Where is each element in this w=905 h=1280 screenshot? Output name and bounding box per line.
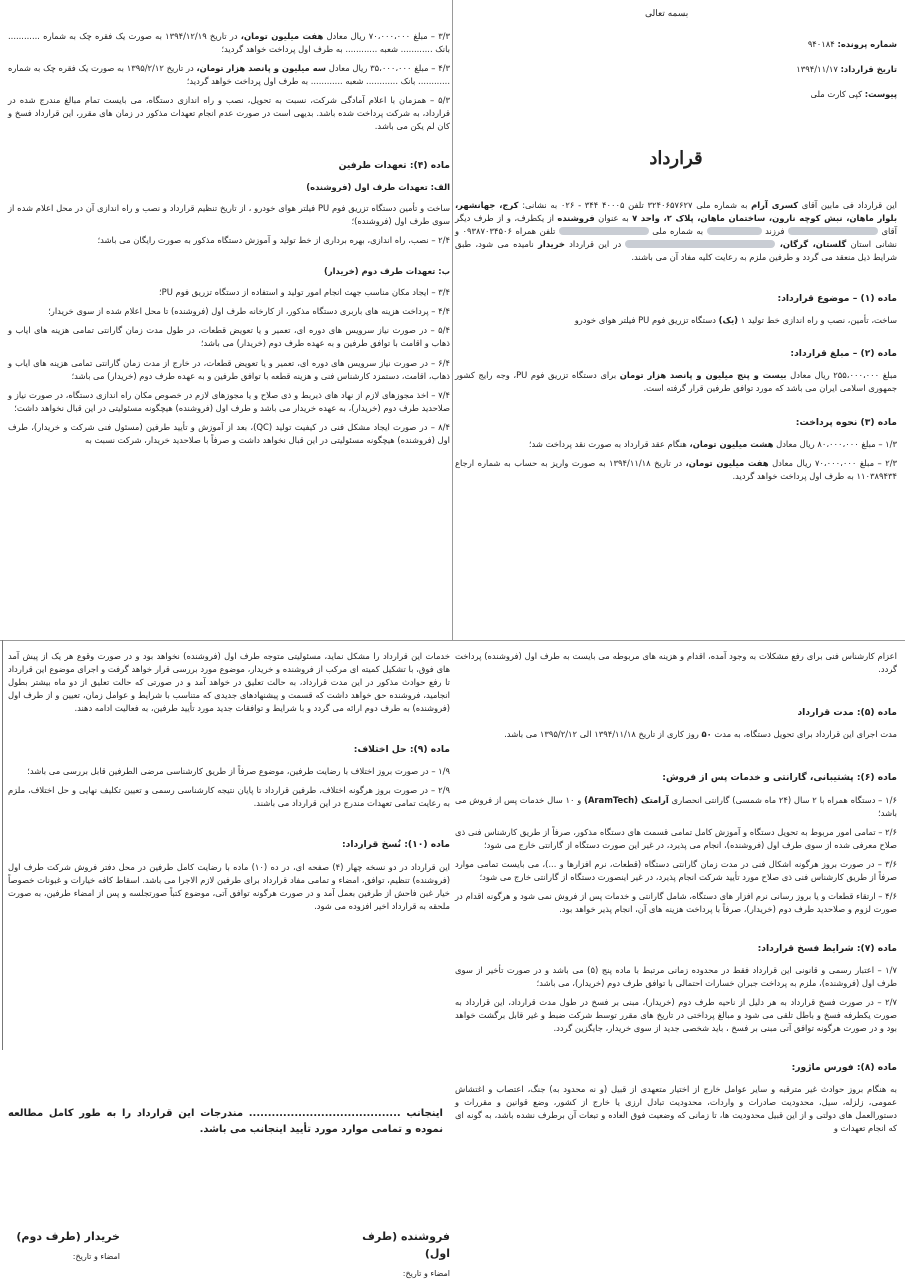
text-bold: بیست و پنج میلیون و پانصد هزار تومان	[619, 370, 787, 381]
text-bold: سه میلیون و پانصد هزار تومان،	[196, 63, 327, 74]
intro-text: این قرارداد فی مابین آقای	[801, 199, 898, 210]
text: ۱/۳ – مبلغ ۸۰،۰۰۰،۰۰۰ ریال معادل	[776, 438, 897, 449]
text: ۳/۳ – مبلغ ۷۰،۰۰۰،۰۰۰ ریال معادل	[326, 31, 451, 41]
attach-label: پیوست:	[864, 88, 897, 99]
redacted-block	[788, 227, 878, 235]
seller-signature-label: فروشنده (طرف اول)	[362, 1230, 450, 1261]
text: روز کاری از تاریخ ۱۳۹۴/۱۱/۱۸ الی ۱۳۹۵/۲/۱۲ می باشد.	[504, 729, 699, 740]
text-bold: آرامتک (AramTech)	[584, 794, 669, 805]
top-right-column	[455, 8, 897, 489]
intro-text: نامیده می شود، طبق شرایط ذیل منعقد می گردد و طرفین ملزم به رعایت کلیه مفاد آن می باشند.	[455, 238, 897, 262]
attach-value: کپی کارت ملی	[810, 88, 863, 99]
seller-signature	[340, 1228, 450, 1280]
buyer-sign-date-label: امضاء و تاریخ:	[72, 1252, 120, 1262]
text-bold: هفت میلیون تومان،	[685, 457, 769, 468]
seller-role: فروشنده	[557, 212, 595, 223]
date-label: تاریخ قرارداد:	[840, 63, 897, 74]
header-meta	[455, 38, 897, 101]
intro-text: فرزند	[765, 225, 785, 236]
buyer-address: گلستان، گرگان،	[779, 238, 847, 249]
file-no: ۹۴۰۱۸۴	[807, 38, 835, 49]
bismillah: بسمه تعالی	[645, 9, 689, 19]
article-6-item-3: ۳/۶ – در صورت بروز هرگونه اشکال فنی در مدت زمان گارانتی دستگاه (قطعات، نرم افزارها و ...)، می بایست تمامی موارد صرفاً از طریق کارشناس فنی ذی صلاح مورد تأیید شرکت انجام پذیرد، در غیر اینصورت دستگاه از گارانتی خارج می شود؛	[455, 858, 897, 882]
article-4-item: ۲/۴ – نصب، راه اندازی، بهره برداری از خط تولید و آموزش دستگاه مذکور به صورت رایگان می باشد؛	[97, 235, 450, 246]
article-8-title: ماده (۸): فورس ماژور:	[791, 1062, 897, 1073]
article-5-text	[455, 728, 897, 741]
article-3-item-1	[455, 438, 897, 451]
article-10-item-1: این قرارداد در دو نسخه چهار (۴) صفحه ای، در ده (۱۰) ماده با رضایت کامل طرفین در محل دفتر فروش شرکت طرف اول (فروشنده) تنظیم، توافق، امضاء و تمامی مفاد قرارداد برای طرفین لازم الاجرا می باشد. اسقاط کافه خیارات و غبونات خصوصاً خیار غبن فاحش از طرفین بعمل آمد و در صورت هرگونه توافق آتی، موضوع کتباً صورتجلسه و پس از امضاء طرفین، به صورت ملحقه به قرارداد اخیر افزوده می شود.	[8, 861, 450, 911]
article-1-text	[455, 314, 897, 327]
top-left-column	[8, 30, 450, 453]
text: ۲/۳ – مبلغ ۷۰،۰۰۰،۰۰۰ ریال معادل	[772, 457, 898, 468]
article-4-item: ۷/۴ – اخذ مجوزهای لازم از نهاد های ذیربط و ذی صلاح و یا مجوزهای لازم در خصوص مکان راه اندازی دستگاه، در صورت نیاز و صلاحدید طرف دوم (خریدار)، به عهده خریدار می باشد و طرف اول (فروشنده) هیچگونه مسئولیتی در این قبال نخواهد داشت؛	[8, 389, 450, 413]
article-4-item: ۴/۴ – پرداخت هزینه های باربری دستگاه مذکور، از کارخانه طرف اول (فروشنده) تا محل اعلام شده از سوی خریدار؛	[48, 306, 450, 317]
contract-date: ۱۳۹۴/۱۱/۱۷	[796, 63, 838, 74]
text: ۱/۶ – دستگاه همراه با ۲ سال (۲۴ ماه شمسی) گارانتی انحصاری	[671, 794, 897, 805]
confirmation-statement: اینجانب ........................................ مندرجات این قرارداد را به طور کامل مطالعه نموده و تمامی موارد مورد تأیید اینجانب می باشد.	[8, 1108, 443, 1135]
article-6-item-4: ۴/۶ – ارتقاء قطعات و یا بروز رسانی نرم افزار های دستگاه، شامل گارانتی و خدمات پس از فروش نمی شود و هرگونه اقدام در صورت لزوم و صلاحدید طرف دوم (خریدار)، صرفاً با پرداخت هزینه های آن، انجام پذیر خواهد بود.	[455, 890, 897, 914]
article-4-item: ۳/۴ – ایجاد مکان مناسب جهت انجام امور تولید و استفاده از دستگاه تزریق فوم PU؛	[158, 287, 450, 298]
seller-sign-date-label: امضاء و تاریخ:	[402, 1269, 450, 1279]
article-6-item-2: ۲/۶ – تمامی امور مربوط به تحویل دستگاه و آموزش کامل تمامی قسمت های دستگاه مذکور، صرفاً از طریق کارشناس فنی ذی صلاح معرفی شده از سوی طرف اول (فروشنده)، انجام می پذیرد، در غیر این صورت دستگاه از گارانتی خارج می شود؛	[455, 826, 897, 850]
file-no-label: شماره پرونده:	[837, 38, 897, 49]
text: در تاریخ ۱۳۹۵/۲/۱۲ به صورت یک فقره چک به شماره ............ بانک ............ شعبه ............ به طرف اول پرداخت خواهد گردید؛	[8, 63, 450, 87]
seller-address: کرج، جهانشهر، بلوار ماهان، نبش کوچه نارون، ساختمان ماهان، پلاک ۲، واحد ۷	[455, 199, 897, 223]
article-4-sub-b: ب: تعهدات طرف دوم (خریدار)	[324, 266, 450, 277]
article-4-item: ۸/۴ – در صورت ایجاد مشکل فنی در کیفیت تولید (QC)، بعد از آموزش و تأیید طرفین (مسئول فنی شرکت و خریدار)، طرف اول (فروشنده) هیچگونه مسئولیتی در این قبال نخواهد داشت و صرفاً با صلاحدید خریدار، شرکت نسبت به	[8, 421, 450, 445]
article-6-item-1	[455, 794, 897, 820]
article-7-title: ماده (۷): شرایط فسخ قرارداد:	[757, 942, 897, 954]
intro-text: از یکطرف، و از طرف دیگر آقای	[455, 212, 897, 236]
article-7-item-1: ۱/۷ – اعتبار رسمی و قانونی این قرارداد فقط در محدوده زمانی مرتبط با ماده پنج (۵) می باشد و در صورت تأخیر از سوی طرف اول (فروشنده)، ملزم به پرداخت جبران خسارات احتمالی با توافق طرف دوم (خریدار)، می باشد؛	[455, 964, 897, 988]
article-3-item-5: ۵/۳ – همزمان با اعلام آمادگی شرکت، نسبت به تحویل، نصب و راه اندازی دستگاه، می بایست تمام مبالغ مندرج شده در قرارداد، به شرکت پرداخت شده باشد. بدیهی است در صورت عدم انجام تعهدات مذکور در زمان های مقرر، این قرارداد فسخ و کان لم یکن می باشد.	[8, 95, 450, 132]
text-bold: ۵۰	[701, 729, 712, 740]
redacted-block	[707, 227, 762, 235]
intro-text: ۰۹۳۸۷۰۳۴۵۰۶ و نشانی استان	[455, 225, 897, 249]
intro-text: تلفن همراه	[515, 225, 556, 236]
article-4-item: ۶/۴ – در صورت نیاز سرویس های دوره ای، تعمیر و یا تعویض قطعات، در خارج از مدت زمان گارانتی تمامی هزینه های ایاب و ذهاب، اقامت، دستمزد کارشناس فنی و هزینه قطعه با توافق طرفین و به عهده طرف دوم (خریدار) می باشد؛	[8, 357, 450, 381]
text-bold: (یک)	[718, 315, 739, 326]
article-4-continued: اعزام کارشناس فنی برای رفع مشکلات به وجود آمده، اقدام و هزینه های مربوطه می بایست به طرف اول (فروشنده) پرداخت گردد.	[455, 651, 897, 675]
buyer-signature	[10, 1228, 120, 1263]
text-bold: هشت میلیون تومان،	[689, 438, 774, 449]
bottom-left-column	[8, 650, 450, 919]
article-2-text	[455, 369, 897, 395]
intro-text: به شماره ملی ۳۲۴۰۶۵۷۶۲۷ تلفن ۴۰۰۰۵ ۳۴۴ - ۰۲۶ به نشانی:	[522, 199, 748, 210]
buyer-signature-label: خریدار (طرف دوم)	[16, 1230, 120, 1243]
article-4-item: ۵/۴ – در صورت نیاز سرویس های دوره ای، تعمیر و یا تعویض قطعات، در طول مدت زمان گارانتی تمامی هزینه های ایاب و ذهاب و اقامت با توافق طرفین و به عهده طرف دوم (خریدار) می باشد؛	[8, 325, 450, 349]
article-5-title: ماده (۵): مدت قرارداد	[797, 707, 897, 719]
bottom-right-column	[455, 650, 897, 1141]
text: در تاریخ ۱۳۹۴/۱۱/۱۸ به صورت واریز به حساب به شماره	[477, 457, 683, 468]
article-9-title: ماده (۹): حل اختلاف:	[353, 744, 450, 756]
article-10-title: ماده (۱۰): نُسخ قرارداد:	[341, 839, 450, 851]
text: هنگام عقد قرارداد به صورت نقد پرداخت شد؛	[528, 438, 687, 449]
intro-paragraph	[455, 199, 897, 264]
text: برای دستگاه تزریق فوم PU، وجه رایج کشور جمهوری اسلامی ایران می باشد که مورد توافق طرفین قرار گرفته است.	[455, 370, 897, 394]
article-3-title: ماده (۳) نحوه پرداخت:	[795, 416, 897, 428]
text: در تاریخ ۱۳۹۴/۱۲/۱۹ به صورت یک فقره چک به شماره ............ بانک ............ شعبه ............ به طرف اول پرداخت خواهد گردید؛	[8, 31, 450, 55]
page-divider	[0, 640, 905, 641]
seller-name: کسری آرام	[751, 199, 799, 210]
article-4-item: ساخت و تأمین دستگاه تزریق فوم PU فیلتر هوای خودرو ، از تاریخ تنظیم قرارداد و نصب و راه اندازی آن در محل اعلام شده از سوی طرف اول (فروشنده)؛	[8, 203, 450, 227]
text: دستگاه تزریق فوم PU فیلتر هوای خودرو	[574, 315, 716, 326]
text: و ۱۰ سال خدمات پس از فروش می باشد؛	[455, 794, 897, 818]
contract-title: قرارداد	[649, 147, 703, 169]
article-1-title: ماده (۱) – موضوع قرارداد:	[777, 292, 897, 304]
article-6-title: ماده (۶): پشتیبانی، گارانتی و خدمات پس از فروش:	[662, 772, 897, 784]
redacted-block	[559, 227, 649, 235]
text-bold: هفت میلیون تومان،	[240, 31, 324, 41]
left-margin-line	[2, 640, 3, 1050]
article-4-title: ماده (۴): تعهدات طرفین	[338, 160, 450, 172]
text: مدت اجرای این قرارداد برای تحویل دستگاه، به مدت	[714, 729, 897, 740]
article-8-continued: خدمات این قرارداد را مشکل نماید، مسئولیتی متوجه طرف اول (فروشنده) نخواهد بود و در صورت وقوع هر یک از پیش آمد های فوق، با تشکیل کمیته ای مرکب از فروشنده و خریدار، موضوع مورد بررسی قرار خواهد گرفت و اجرای موضوع این قرارداد تا رفع حوادث مذکور در این مدت قرارداد، به حالت تعلیق در خواهد آمد و در صورتی که حالت تعلیق از دو ماه بیشتر بطول انجامید، فروشنده حق خواهد داشت که قسمت و پیشنهادهای جدیدی که متناسب با شرایط و عوامل زمان، تعیین و از طرف اول (فروشنده) به طرف دوم ارائه می گردد و با شرایط و توافقات جدید مورد تأیید طرفین، به فعالیت ادامه دهند.	[8, 651, 450, 714]
article-3-item-2	[455, 457, 897, 483]
intro-text: به عنوان	[598, 212, 629, 223]
article-3-item-4	[8, 62, 450, 88]
text: ارجاع ۱۱۰۳۸۹۴۳۴ به طرف اول پرداخت خواهد گردید.	[455, 457, 897, 481]
article-3-item-3	[8, 30, 450, 56]
article-9-item-2: ۲/۹ – در صورت بروز هرگونه اختلاف، طرفین قرارداد تا پایان نتیجه کارشناسی رسمی و تعیین تکلیف نهایی و حل اختلاف، ملزم به رعایت تمامی تعهدات مندرج در این قرارداد می باشند.	[8, 785, 450, 809]
text: ساخت، تأمین، نصب و راه اندازی خط تولید ۱	[740, 315, 897, 326]
redacted-block	[625, 240, 775, 248]
intro-text: به شماره ملی	[652, 225, 704, 236]
article-2-title: ماده (۲) – مبلغ قرارداد:	[790, 348, 897, 360]
article-9-item-1: ۱/۹ – در صورت بروز اختلاف با رضایت طرفین، موضوع صرفاً از طریق کارشناسی مرضی الطرفین قابل بررسی می باشد؛	[27, 766, 450, 777]
text: ۴/۳ – مبلغ ۳۵،۰۰۰،۰۰۰ ریال معادل	[328, 63, 451, 74]
article-4-sub-a: الف: تعهدات طرف اول (فروشنده)	[306, 182, 450, 193]
article-8-item-1: به هنگام بروز حوادث غیر مترقبه و سایر عوامل خارج از اختیار متعهدی از قبیل (و نه محدود به) جنگ، اعتصاب و اغتشاش عمومی، زلزله، سیل، محدودیت صادرات و واردات، محدودیت تبادل ارزی یا خارج از کشور، وضع قوانین و مقررات و دستورالعمل های دولتی و از این قبیل محدودیت ها، تا زمانی که وضعیت فوق العاده و تبعات آن برطرف نشده باشد، به گونه ای که انجام تعهدات و	[455, 1084, 897, 1134]
text: مبلغ ۲۵۵،۰۰۰،۰۰۰ ریال معادل	[790, 370, 898, 381]
column-divider	[452, 0, 453, 640]
buyer-role: خریدار	[538, 238, 565, 249]
intro-text: در این قرارداد	[569, 238, 622, 249]
article-7-item-2: ۲/۷ – در صورت فسخ قرارداد به هر دلیل از ناحیه طرف دوم (خریدار)، مبنی بر فسخ در طول مدت قرارداد، این قرارداد به صورت یکطرفه فسخ و باطل تلقی می شود و مبالغ پرداختی در تاریخ های مقرر توسط شرکت ضبط و غیر قابل برگشت خواهد بود و در صورت هرگونه توافق آتی مبنی بر فسخ ، باید شخصی جدید از سوی خریدار، جایگزین گردد.	[455, 996, 897, 1033]
